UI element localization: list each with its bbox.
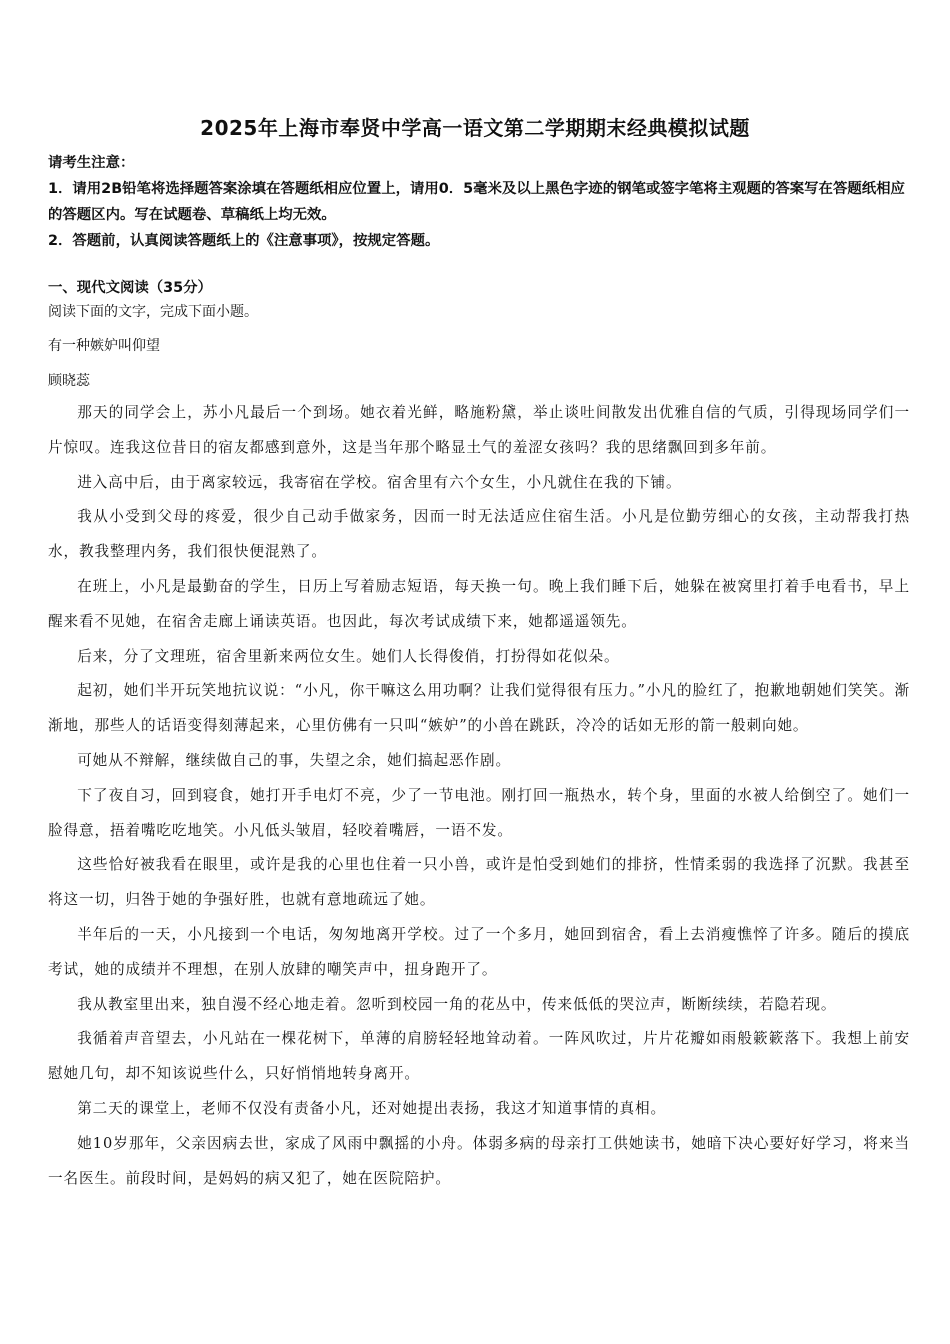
section-instruction: 阅读下面的文字，完成下面小题。 [48,304,258,320]
essay-paragraph: 可她从不辩解，继续做自己的事，失望之余，她们搞起恶作剧。 [77,751,512,769]
notice-item: 2．答题前，认真阅读答题纸上的《注意事项》，按规定答题。 [48,233,440,249]
essay-paragraph: 我从教室里出来，独自漫不经心地走着。忽听到校园一角的花丛中，传来低低的哭泣声，断断续续，若隐若现。 [77,995,837,1013]
essay-paragraph: 后来，分了文理班，宿舍里新来两位女生。她们人长得俊俏，打扮得如花似朵。 [77,647,620,665]
section-heading: 一、现代文阅读（35分） [48,280,212,296]
essay-paragraph: 第二天的课堂上，老师不仅没有责备小凡，还对她提出表扬，我这才知道事情的真相。 [77,1099,666,1117]
essay-paragraph: 这些恰好被我看在眼里，或许是我的心里也住着一只小兽，或许是怕受到她们的排挤，性情柔弱的我选择了沉默。我甚至将这一切，归咎于她的争强好胜，也就有意地疏远了她。 [48,856,910,909]
essay-paragraph: 我从小受到父母的疼爱，很少自己动手做家务，因而一时无法适应住宿生活。小凡是位勤劳细心的女孩，主动帮我打热水，教我整理内务，我们很快便混熟了。 [48,508,910,561]
essay-paragraph: 下了夜自习，回到寝食，她打开手电灯不亮，少了一节电池。刚打回一瓶热水，转个身，里面的水被人给倒空了。她们一脸得意，捂着嘴吃吃地笑。小凡低头皱眉，轻咬着嘴唇，一语不发。 [48,786,910,839]
essay-paragraph: 她10岁那年，父亲因病去世，家成了风雨中飘摇的小舟。体弱多病的母亲打工供她读书，她暗下决心要好好学习，将来当一名医生。前段时间，是妈妈的病又犯了，她在医院陪护。 [48,1134,910,1187]
notice-item: 1．请用2B铅笔将选择题答案涂填在答题纸相应位置上，请用0．5毫米及以上黑色字迹的钢笔或签字笔将主观题的答案写在答题纸相应的答题区内。写在试题卷、草稿纸上均无效。 [48,181,905,223]
essay-author: 顾晓蕊 [48,373,90,389]
essay-body [48,396,910,1196]
essay-paragraph: 进入高中后，由于离家较远，我寄宿在学校。宿舍里有六个女生，小凡就住在我的下铺。 [77,473,682,491]
essay-paragraph: 那天的同学会上，苏小凡最后一个到场。她衣着光鲜，略施粉黛，举止谈吐间散发出优雅自信的气质，引得现场同学们一片惊叹。连我这位昔日的宿友都感到意外，这是当年那个略显土气的羞涩女孩吗？我的思绪飘回到多年前。 [48,404,910,456]
essay-title: 有一种嫉妒叫仰望 [48,338,160,354]
essay-paragraph: 半年后的一天，小凡接到一个电话，匆匆地离开学校。过了一个多月，她回到宿舍，看上去消瘦憔悴了许多。随后的摸底考试，她的成绩并不理想，在别人放肆的嘲笑声中，扭身跑开了。 [48,925,910,978]
essay-paragraph: 我循着声音望去，小凡站在一棵花树下，单薄的肩膀轻轻地耸动着。一阵风吹过，片片花瓣如雨般簌簌落下。我想上前安慰她几句，却不知该说些什么，只好悄悄地转身离开。 [48,1030,910,1083]
notice-heading: 请考生注意： [48,155,135,171]
page-title: 2025年上海市奉贤中学高一语文第二学期期末经典模拟试题 [200,116,750,140]
exam-notice [48,150,908,254]
essay-paragraph: 起初，她们半开玩笑地抗议说：“小凡，你干嘛这么用功啊？让我们觉得很有压力。”小凡的脸红了，抱歉地朝她们笑笑。渐渐地，那些人的话语变得刻薄起来，心里仿佛有一只叫“嫉妒”的小兽在跳跃，冷冷的话如无形的箭一般刺向她。 [48,682,910,735]
essay-paragraph: 在班上，小凡是最勤奋的学生，日历上写着励志短语，每天换一句。晚上我们睡下后，她躲在被窝里打着手电看书，早上醒来看不见她，在宿舍走廊上诵读英语。也因此，每次考试成绩下来，她都遥遥领先。 [48,577,910,630]
